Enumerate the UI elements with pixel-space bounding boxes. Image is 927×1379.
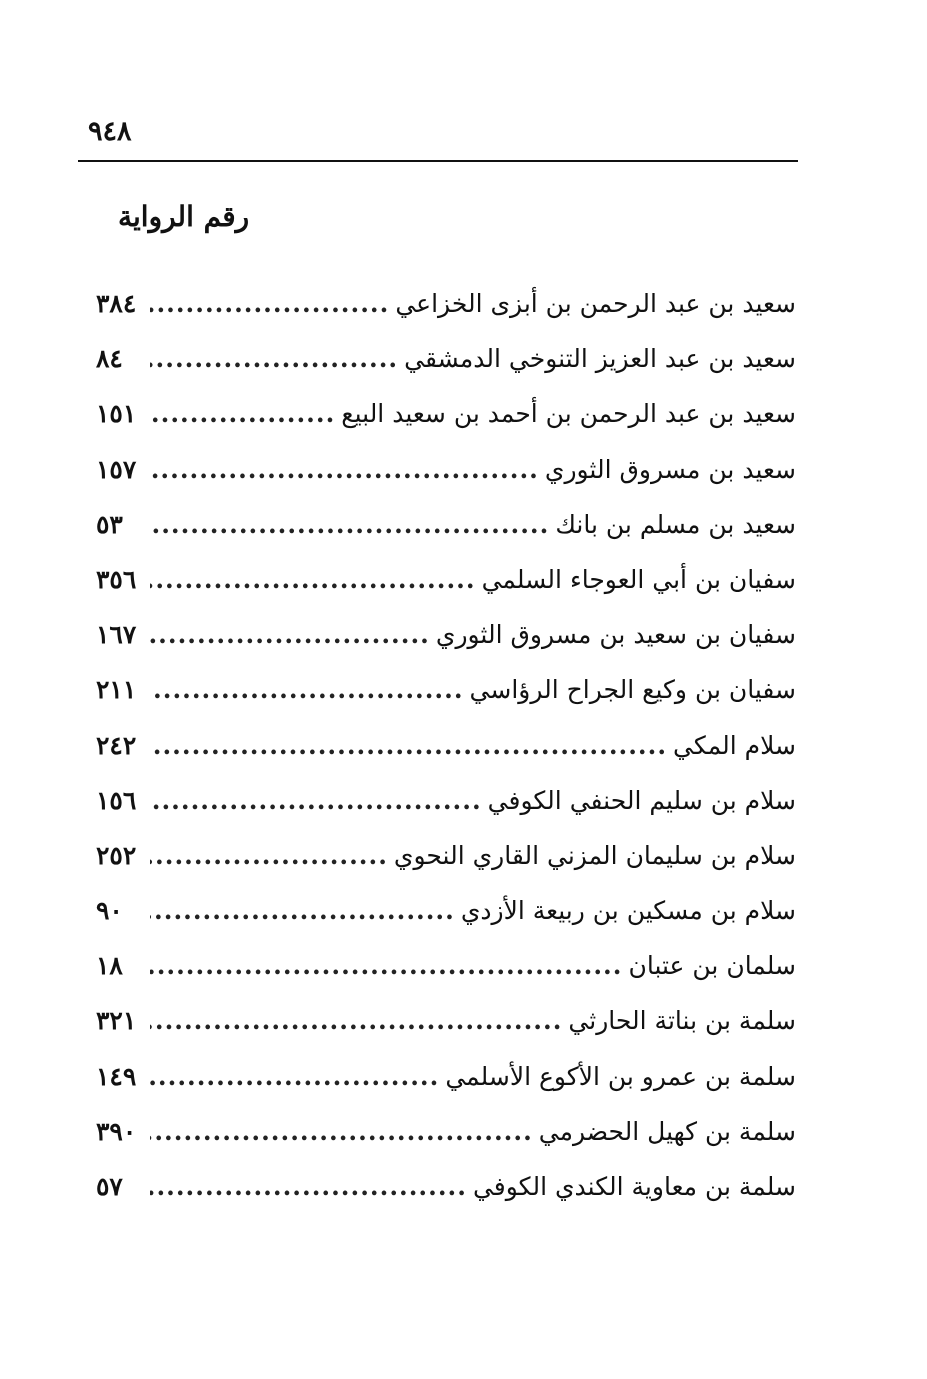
dot-leader: [150, 1104, 533, 1159]
entry-reference-number: ١٥١: [96, 399, 137, 429]
entry-reference-number: ٨٤: [96, 344, 123, 374]
index-entry: [96, 938, 796, 993]
entry-reference-number: ٥٣: [96, 509, 123, 539]
entry-reference-number: ٢١١: [96, 675, 137, 705]
entry-reference-number: ١٨: [96, 951, 123, 981]
dot-leader: [150, 442, 539, 497]
entry-reference-number: ٥٧: [96, 1172, 123, 1201]
dot-leader: [150, 993, 562, 1048]
entry-name: سلمة بن معاوية الكندي الكوفي: [472, 1172, 796, 1201]
index-entry: [96, 1049, 796, 1104]
index-entry: [96, 828, 796, 883]
dot-leader: [150, 883, 455, 938]
dot-leader: [150, 331, 398, 386]
index-entry: [96, 331, 796, 386]
entry-name: سلام بن سليم الحنفي الكوفي: [487, 785, 796, 815]
entry-reference-number: ٢٥٢: [96, 840, 137, 870]
entry-name: سفيان بن وكيع الجراح الرؤاسي: [469, 675, 796, 705]
entry-name: سعيد بن مسلم بن بانك: [555, 509, 796, 539]
dot-leader: [150, 938, 622, 993]
entry-reference-number: ١٦٧: [96, 620, 137, 650]
index-entry: [96, 883, 796, 938]
entry-name: سعيد بن عبد العزيز التنوخي الدمشقي: [404, 344, 796, 374]
entry-reference-number: ٣٢١: [96, 1006, 137, 1036]
dot-leader: [150, 276, 389, 331]
entry-name: سلمة بن عمرو بن الأكوع الأسلمي: [445, 1061, 796, 1091]
entry-name: سعيد بن عبد الرحمن بن أبزى الخزاعي: [395, 289, 796, 318]
entry-reference-number: ١٤٩: [96, 1061, 137, 1091]
index-entry: [96, 993, 796, 1048]
entry-name: سلام بن سليمان المزني القاري النحوي: [393, 840, 796, 870]
entry-name: سلمان بن عتبان: [628, 951, 796, 981]
entry-name: سلمة بن كهيل الحضرمي: [538, 1116, 796, 1146]
index-entry: [96, 276, 796, 331]
entry-reference-number: ٩٠: [96, 896, 123, 926]
entry-name: سفيان بن أبي العوجاء السلمي: [481, 564, 796, 594]
dot-leader: [150, 607, 430, 662]
entry-reference-number: ٣٩٠: [96, 1116, 137, 1146]
dot-leader: [150, 662, 464, 717]
header-rule: [78, 160, 798, 162]
entry-name: سعيد بن عبد الرحمن بن أحمد بن سعيد البيع: [341, 399, 796, 429]
page-number: ٩٤٨: [88, 116, 132, 147]
dot-leader: [150, 497, 549, 552]
dot-leader: [150, 1049, 439, 1104]
dot-leader: [150, 718, 667, 773]
entry-reference-number: ١٥٦: [96, 785, 137, 815]
dot-leader: [150, 1159, 467, 1214]
dot-leader: [150, 386, 335, 441]
entry-reference-number: ٢٤٢: [96, 730, 137, 760]
entry-name: سلام بن مسكين بن ربيعة الأزدي: [460, 896, 796, 926]
index-entry: [96, 607, 796, 662]
index-entry: [96, 552, 796, 607]
index-entry: [96, 773, 796, 828]
entry-reference-number: ٣٨٤: [96, 289, 137, 318]
index-entry: [96, 386, 796, 441]
index-entry: [96, 718, 796, 773]
dot-leader: [150, 828, 388, 883]
column-header: رقم الرواية: [118, 200, 250, 233]
index-entry: [96, 662, 796, 717]
index-entry: [96, 442, 796, 497]
index-entries: [96, 276, 796, 1214]
entry-name: سلام المكي: [673, 730, 796, 760]
entry-reference-number: ١٥٧: [96, 454, 137, 484]
index-entry: [96, 1104, 796, 1159]
entry-name: سعيد بن مسروق الثوري: [544, 454, 796, 484]
entry-name: سفيان بن سعيد بن مسروق الثوري: [435, 620, 796, 650]
dot-leader: [150, 552, 476, 607]
dot-leader: [150, 773, 482, 828]
entry-name: سلمة بن بناتة الحارثي: [568, 1006, 796, 1036]
entry-reference-number: ٣٥٦: [96, 564, 137, 594]
index-entry: [96, 497, 796, 552]
index-entry: [96, 1159, 796, 1214]
